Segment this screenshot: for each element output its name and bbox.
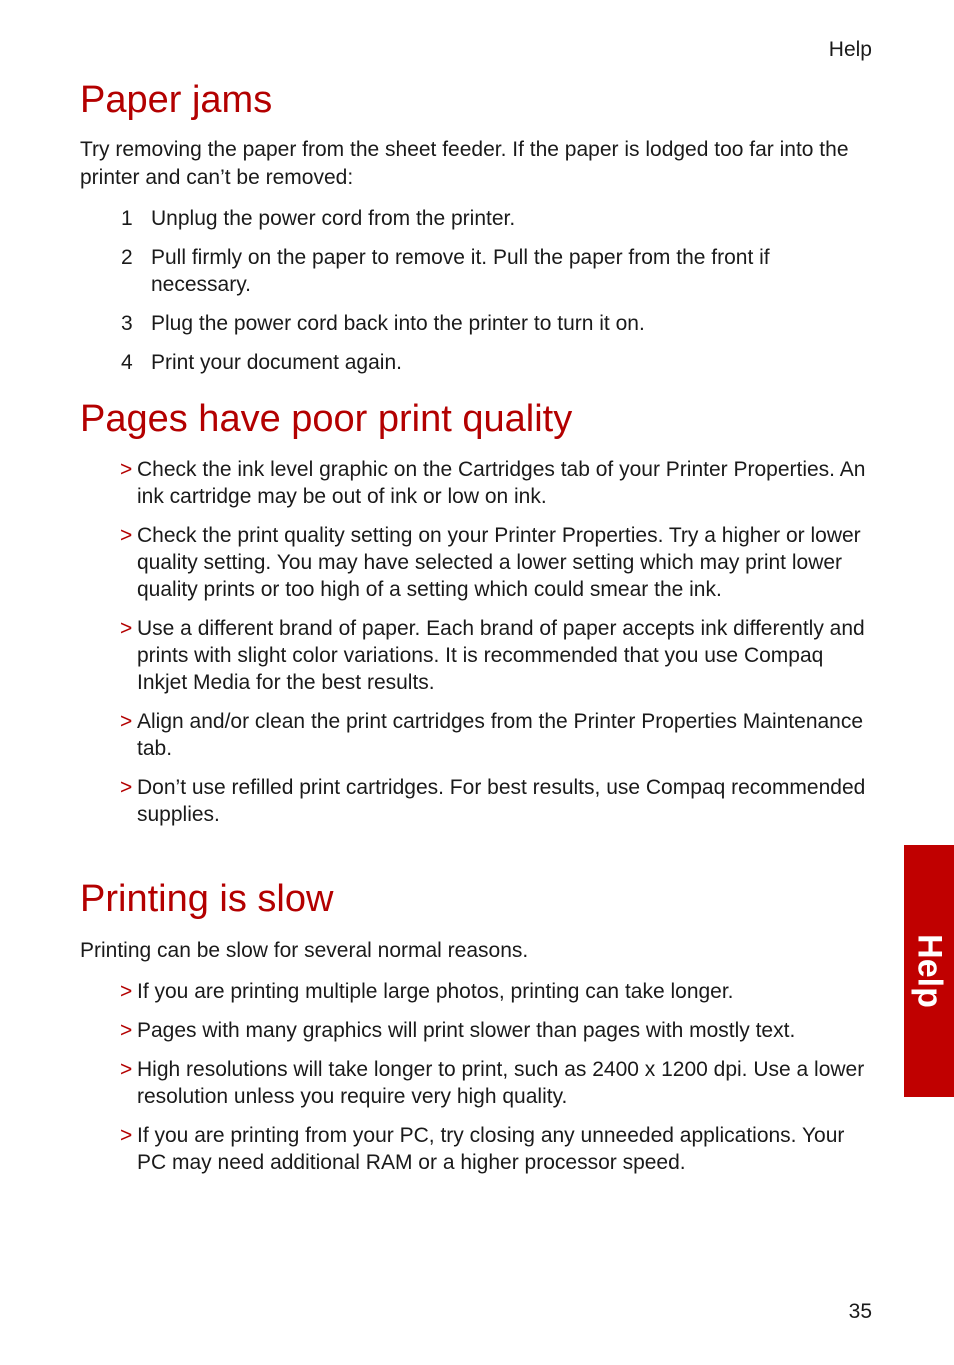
list-item <box>0 1056 877 1110</box>
step-text: Plug the power cord back into the printer to turn it on. <box>151 312 645 335</box>
step-text: Pull firmly on the paper to remove it. Pull the paper from the front if necessary. <box>151 246 770 296</box>
printing-slow-bullets <box>0 978 954 1188</box>
bullet-chevron-icon: > <box>120 617 133 640</box>
step-text: Print your document again. <box>151 351 402 374</box>
bullet-chevron-icon: > <box>120 776 133 799</box>
help-side-tab <box>904 845 954 1097</box>
bullet-text: If you are printing from your PC, try closing any unneeded applications. Your PC may need additional RAM or a higher processor speed. <box>137 1124 845 1174</box>
bullet-chevron-icon: > <box>120 980 133 1003</box>
step-number: 4 <box>121 351 133 374</box>
bullet-chevron-icon: > <box>120 524 133 547</box>
list-item <box>0 1017 877 1044</box>
section-title-printing-slow: Printing is slow <box>80 878 334 920</box>
bullet-text: If you are printing multiple large photos, printing can take longer. <box>137 980 734 1003</box>
bullet-text: Pages with many graphics will print slower than pages with mostly text. <box>137 1019 796 1042</box>
list-item <box>0 774 877 828</box>
paper-jams-steps <box>0 205 954 388</box>
section-title-paper-jams: Paper jams <box>80 79 273 121</box>
step-number: 3 <box>121 312 133 335</box>
section-title-print-quality: Pages have poor print quality <box>80 398 573 440</box>
step-number: 1 <box>121 207 133 230</box>
running-header: Help <box>828 38 872 61</box>
list-item <box>0 349 851 376</box>
bullet-chevron-icon: > <box>120 1058 133 1081</box>
step-text: Unplug the power cord from the printer. <box>151 207 516 230</box>
list-item <box>0 244 851 298</box>
side-tab-label: Help <box>910 934 949 1008</box>
print-quality-bullets <box>0 456 954 840</box>
list-item <box>0 522 877 603</box>
list-item <box>0 615 877 696</box>
bullet-chevron-icon: > <box>120 1124 133 1147</box>
bullet-text: High resolutions will take longer to print, such as 2400 x 1200 dpi. Use a lower resolution unless you require very high quality. <box>137 1058 865 1108</box>
bullet-chevron-icon: > <box>120 458 133 481</box>
bullet-text: Check the print quality setting on your Printer Properties. Try a higher or lower quality setting. You may have selected a lower setting which may print lower quality prints or too high of a setting which could smear the ink. <box>137 524 861 601</box>
bullet-text: Check the ink level graphic on the Cartridges tab of your Printer Properties. An ink cartridge may be out of ink or low on ink. <box>137 458 866 508</box>
bullet-text: Use a different brand of paper. Each brand of paper accepts ink differently and prints with slight color variations. It is recommended that you use Compaq Inkjet Media for the best results. <box>137 617 865 694</box>
list-item <box>0 205 851 232</box>
list-item <box>0 978 877 1005</box>
step-number: 2 <box>121 246 133 269</box>
list-item <box>0 310 851 337</box>
bullet-text: Align and/or clean the print cartridges from the Printer Properties Maintenance tab. <box>137 710 864 760</box>
list-item <box>0 1122 877 1176</box>
page-number: 35 <box>848 1300 872 1323</box>
bullet-chevron-icon: > <box>120 710 133 733</box>
list-item <box>0 456 877 510</box>
paper-jams-intro: Try removing the paper from the sheet feeder. If the paper is lodged too far into the printer and can’t be removed: <box>80 138 849 189</box>
printing-slow-intro: Printing can be slow for several normal reasons. <box>80 939 529 962</box>
list-item <box>0 708 877 762</box>
bullet-text: Don’t use refilled print cartridges. For best results, use Compaq recommended supplies. <box>137 776 866 826</box>
bullet-chevron-icon: > <box>120 1019 133 1042</box>
